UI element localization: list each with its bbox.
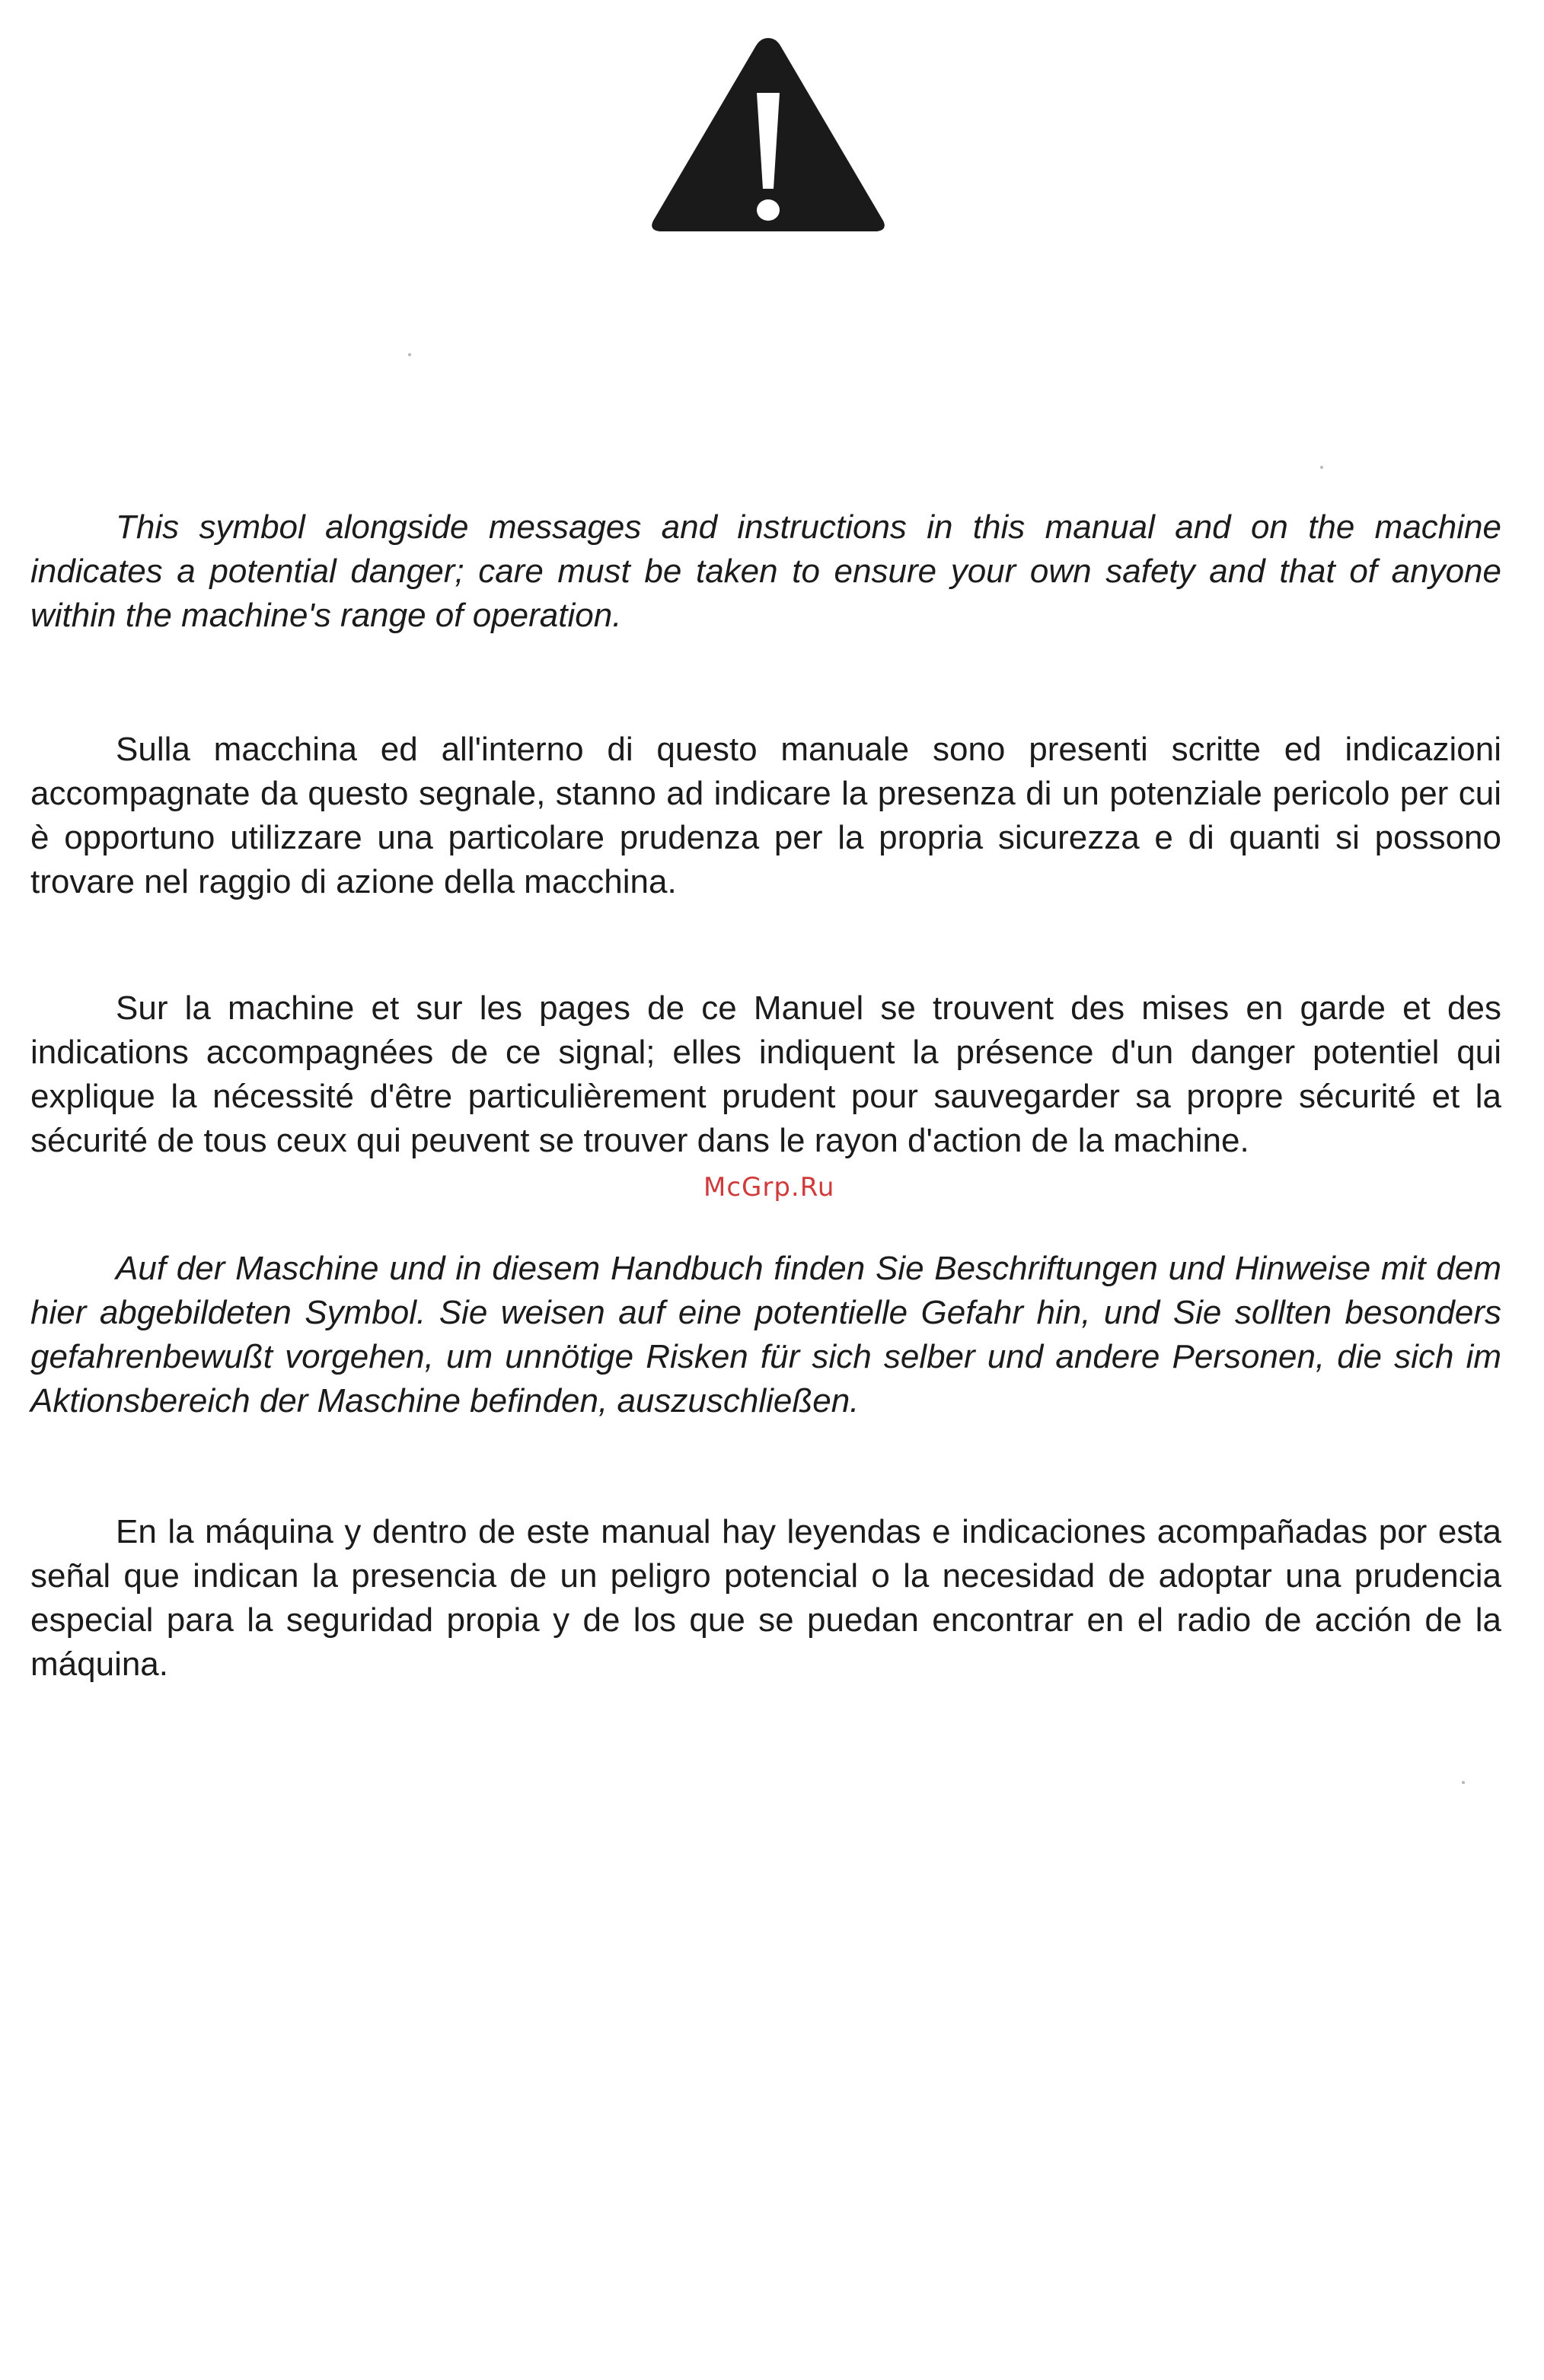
watermark-text: McGrp.Ru [703, 1172, 835, 1203]
paragraph-italian: Sulla macchina ed all'interno di questo manuale sono presenti scritte ed indicazioni accompagnate da questo segnale, stanno ad indicare la presenza di un potenziale pericolo per cui è opportuno utilizzare una particolare prudenza per la propria sicurezza e di quanti si possono trovare nel raggio di azione della macchina. [30, 731, 1501, 900]
scan-speck [1462, 1781, 1465, 1784]
scan-speck [1320, 466, 1323, 469]
paragraph-french: Sur la machine et sur les pages de ce Manuel se trouvent des mises en garde et des indications accompagnées de ce signal; elles indiquent la présence d'un danger potentiel qui explique la nécessité d'être particulièrement prudent pour sauvegarder sa propre sécurité et la sécurité de tous ceux qui peuvent se trouver dans le rayon d'action de la machine. [30, 989, 1501, 1159]
scan-speck [408, 353, 411, 356]
paragraph-german: Auf der Maschine und in diesem Handbuch finden Sie Beschriftungen und Hinweise mit dem hier abgebildeten Symbol. Sie weisen auf eine potentielle Gefahr hin, und Sie sollten besonders gefahrenbewußt vorgehen, um unnötige Risken für sich selber und andere Personen, die sich im Aktionsbereich der Maschine befinden, auszuschließen. [30, 1250, 1501, 1419]
paragraph-spanish: En la máquina y dentro de este manual hay leyendas e indicaciones acompañadas por esta señal que indican la presencia de un peligro potencial o la necesidad de adoptar una prudencia especial para la seguridad propia y de los que se puedan encontrar en el radio de acción de la máquina. [30, 1513, 1501, 1683]
paragraph-english: This symbol alongside messages and instructions in this manual and on the machine indicates a potential danger; care must be taken to ensure your own safety and that of anyone within the machine's range of operation. [30, 508, 1501, 634]
warning-triangle-icon [646, 30, 891, 237]
